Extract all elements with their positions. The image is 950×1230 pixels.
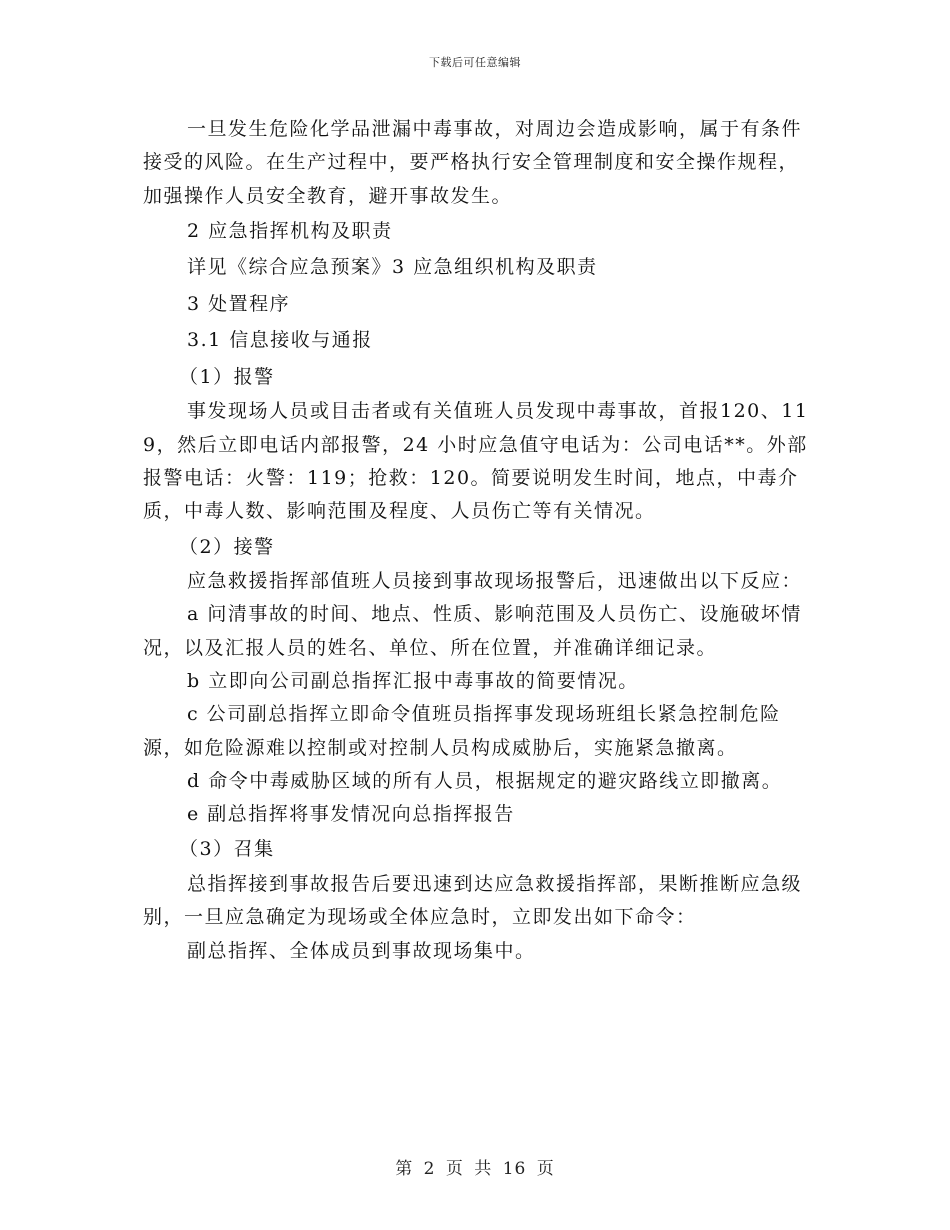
subheading-assemble: （3）召集: [179, 838, 275, 861]
paragraph-gather: 副总指挥、全体成员到事故现场集中。: [187, 939, 536, 962]
list-item-a: a 问清事故的时间、地点、性质、影响范围及人员伤亡、设施破坏情况，以及汇报人员的姓名、单位、所在位置，并准确详细记录。: [143, 603, 802, 659]
paragraph-receive: 应急救援指挥部值班人员接到事故现场报警后，迅速做出以下反应：: [187, 570, 803, 593]
list-item-d: d 命令中毒威胁区域的所有人员，根据规定的避灾路线立即撤离。: [187, 769, 783, 792]
subheading-alarm: （1）报警: [179, 365, 275, 388]
section-heading-3-1: 3.1 信息接收与通报: [187, 329, 373, 352]
page-footer: 第 2 页 共 16 页: [395, 1159, 555, 1179]
subheading-receive: （2）接警: [179, 535, 275, 558]
list-item-e: e 副总指挥将事发情况向总指挥报告: [187, 803, 515, 826]
list-item-b: b 立即向公司副总指挥汇报中毒事故的简要情况。: [187, 669, 639, 692]
section-heading-3: 3 处置程序: [187, 292, 291, 315]
paragraph-assemble: 总指挥接到事故报告后要迅速到达应急救援指挥部，果断推断应急级别，一旦应急确定为现场或全体应急时，立即发出如下命令：: [143, 872, 803, 929]
section-heading-2: 2 应急指挥机构及职责: [187, 219, 393, 242]
document-body: [143, 113, 813, 968]
page-header: 下载后可任意编辑: [429, 56, 521, 69]
paragraph-alarm: 事发现场人员或目击者或有关值班人员发现中毒事故，首报120、119，然后立即电话内部报警，24 小时应急值守电话为：公司电话**。外部报警电话：火警：119；抢救：120。简要说明发生时间，地点，中毒介质，中毒人数、影响范围及程度、人员伤亡等有关情况。: [143, 400, 809, 523]
list-item-c: c 公司副总指挥立即命令值班员指挥事发现场班组长紧急控制危险源，如危险源难以控制或对控制人员构成威胁后，实施紧急撤离。: [143, 703, 781, 759]
paragraph-risk: 一旦发生危险化学品泄漏中毒事故，对周边会造成影响，属于有条件接受的风险。在生产过程中，要严格执行安全管理制度和安全操作规程，加强操作人员安全教育，避开事故发生。: [143, 118, 803, 207]
paragraph-see-plan: 详见《综合应急预案》3 应急组织机构及职责: [187, 256, 598, 279]
